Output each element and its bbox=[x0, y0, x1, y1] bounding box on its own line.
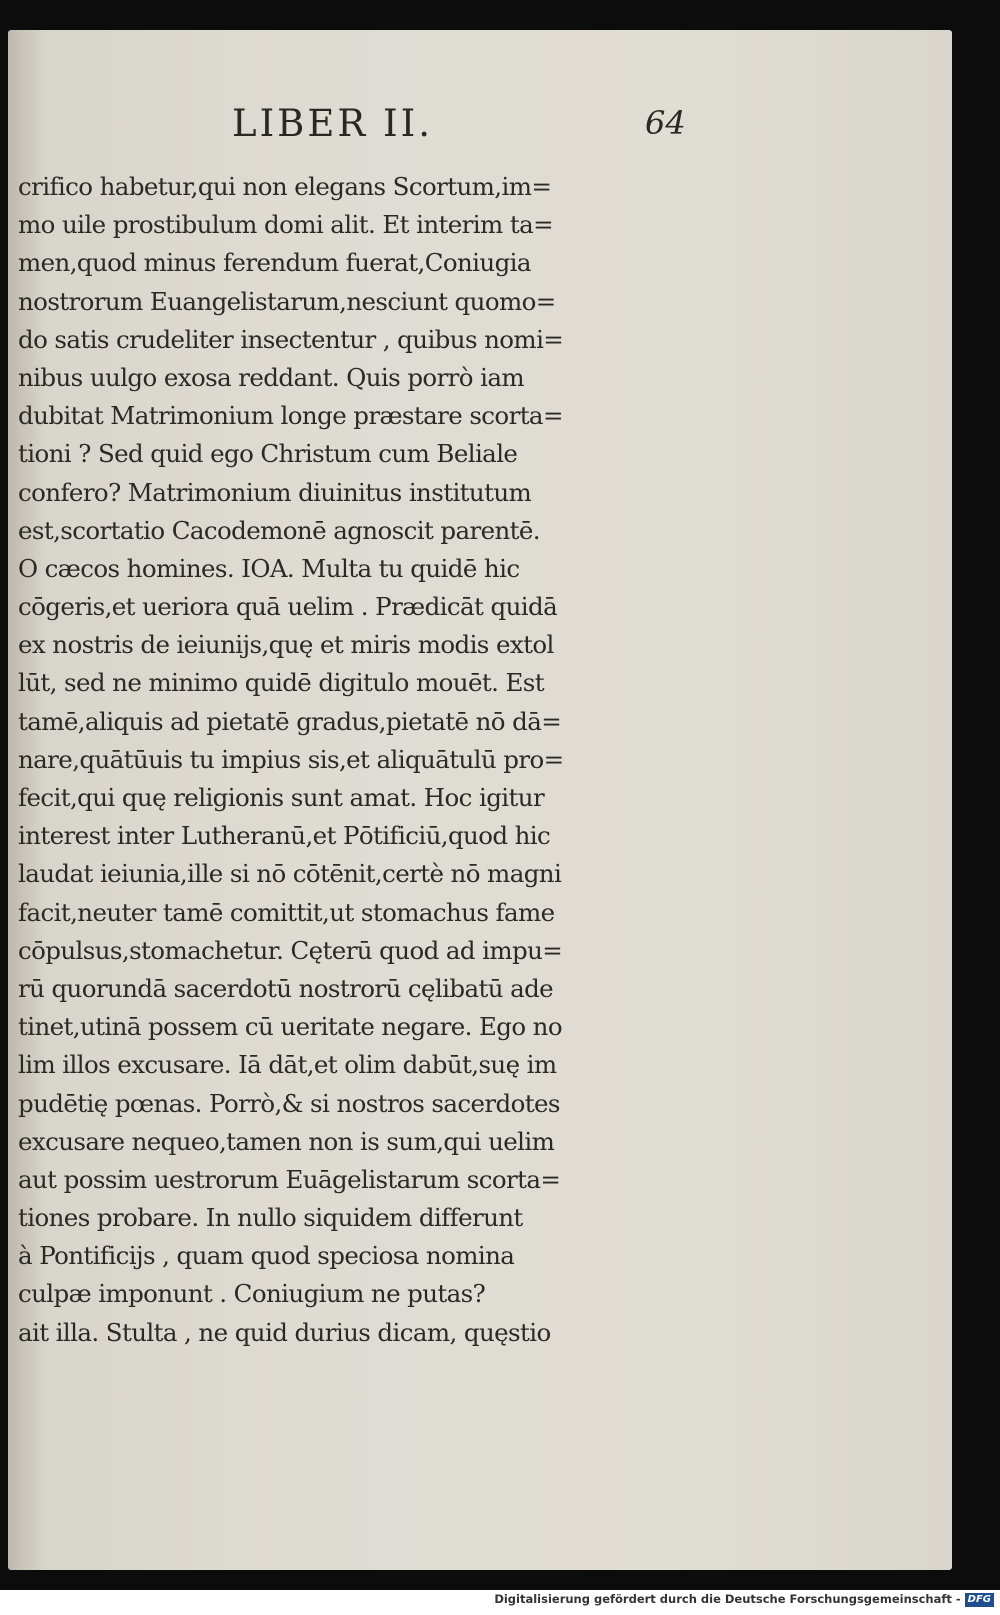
text-line: crifico habetur,qui non elegans Scortum,im= bbox=[18, 172, 552, 201]
text-line: tinet,utinā possem cū ueritate negare. Ego no bbox=[18, 1012, 563, 1042]
text-line: nare,quātūuis tu impius sis,et aliquātulū pro= bbox=[18, 744, 564, 774]
text-line: laudat ieiunia,ille si nō cōtēnit,certè nō magni bbox=[18, 859, 562, 889]
text-line: excusare nequeo,tamen non is sum,qui uelim bbox=[18, 1126, 555, 1156]
dfg-logo[interactable]: DFG bbox=[965, 1593, 994, 1607]
text-line: lim illos excusare. Iā dāt,et olim dabūt,suę im bbox=[18, 1050, 557, 1080]
text-line: confero? Matrimonium diuinitus institutum bbox=[18, 477, 532, 507]
folio-number: 64 bbox=[645, 104, 686, 142]
text-line: do satis crudeliter insectentur , quibus nomi= bbox=[18, 324, 564, 354]
text-line: pudētię pœnas. Porrò,& si nostros sacerdotes bbox=[18, 1088, 560, 1118]
text-line: O cæcos homines. IOA. Multa tu quidē hic bbox=[18, 553, 520, 583]
text-line: aut possim uestrorum Euāgelistarum scorta= bbox=[18, 1164, 561, 1194]
text-line: nibus uulgo exosa reddant. Quis porrò iam bbox=[18, 362, 525, 392]
text-line: facit,neuter tamē comittit,ut stomachus fame bbox=[18, 897, 555, 927]
text-line: culpæ imponunt . Coniugium ne putas? bbox=[18, 1279, 486, 1309]
text-line: cōgeris,et ueriora quā uelim . Prædicāt quidā bbox=[18, 592, 558, 622]
text-line: mo uile prostibulum domi alit. Et interim ta= bbox=[18, 210, 554, 240]
book-page bbox=[8, 30, 952, 1570]
text-line: ait illa. Stulta , ne quid durius dicam, quęstio bbox=[18, 1317, 551, 1347]
text-line: fecit,qui quę religionis sunt amat. Hoc igitur bbox=[18, 783, 545, 812]
footer-credit: Digitalisierung gefördert durch die Deutsche Forschungsgemeinschaft - bbox=[494, 1592, 961, 1606]
text-line: rū quorundā sacerdotū nostrorū cęlibatū ade bbox=[18, 973, 554, 1003]
text-line: tioni ? Sed quid ego Christum cum Beliale bbox=[18, 439, 518, 469]
text-line: à Pontificijs , quam quod speciosa nomina bbox=[18, 1241, 515, 1271]
text-line: cōpulsus,stomachetur. Cęterū quod ad impu= bbox=[18, 935, 563, 965]
text-block bbox=[18, 168, 718, 1352]
text-line: est,scortatio Cacodemonē agnoscit parentē. bbox=[18, 515, 540, 545]
text-line: interest inter Lutheranū,et Pōtificiū,quod hic bbox=[18, 821, 551, 851]
digitization-footer bbox=[0, 1592, 994, 1612]
text-line: tamē,aliquis ad pietatē gradus,pietatē nō dā= bbox=[18, 706, 562, 736]
running-head bbox=[8, 102, 952, 152]
text-line: dubitat Matrimonium longe præstare scorta= bbox=[18, 401, 563, 431]
text-line: lūt, sed ne minimo quidē digitulo mouēt. Est bbox=[18, 668, 544, 698]
text-line: nostrorum Euangelistarum,nesciunt quomo= bbox=[18, 286, 556, 316]
running-title: LIBER II. bbox=[232, 102, 433, 145]
text-line: tiones probare. In nullo siquidem differunt bbox=[18, 1203, 523, 1233]
text-line: men,quod minus ferendum fuerat,Coniugia bbox=[18, 248, 531, 278]
text-line: ex nostris de ieiunijs,quę et miris modis extol bbox=[18, 630, 554, 660]
